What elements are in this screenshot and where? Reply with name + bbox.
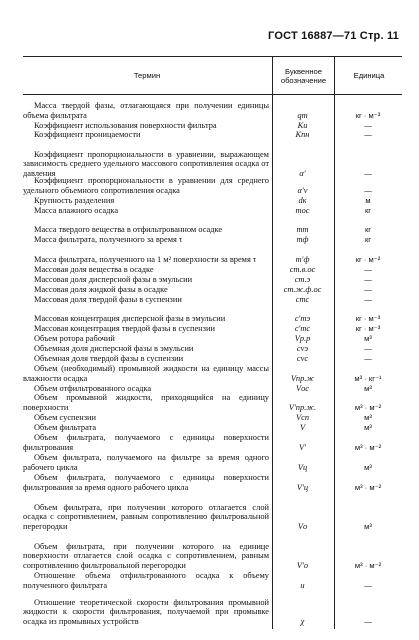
- unit-cell: —: [364, 275, 372, 285]
- term-cell: Объем отфильтрованного осадка: [34, 384, 152, 394]
- term-cell: Массовая концентрация дисперсной фазы в эмульсии: [34, 314, 226, 324]
- unit-cell: кг: [364, 225, 372, 235]
- term-cell: Объем фильтрата, получаемого с единицы поверхности фильтрования за время одного рабочего цикла: [23, 473, 269, 493]
- term-cell: Массовая доля твердой фазы в суспензии: [34, 295, 182, 305]
- term-cell: Отношение теоретической скорости фильтрования промывной жидкости к скорости фильтрования, получаемой при промывке осадка из промывных устройств: [23, 597, 269, 627]
- symbol-cell: mос: [295, 206, 310, 216]
- term-cell: Объемная доля дисперсной фазы в эмульсии: [34, 344, 194, 354]
- term-cell: Объем фильтрата, при получении которого отлагается слой осадка с сопротивлением, равным сопротивлению фильтровальной перегородки: [23, 502, 269, 532]
- symbol-cell: V′: [299, 443, 306, 453]
- symbol-cell: cvc: [296, 354, 309, 364]
- symbol-cell: c′mэ: [294, 314, 311, 324]
- term-cell: Объем промывной жидкости, приходящийся на единицу поверхности: [23, 393, 269, 413]
- table-header: [23, 57, 402, 95]
- symbol-cell: χ: [300, 617, 305, 627]
- column-header-unit: Единица: [334, 57, 403, 94]
- unit-cell: кг · м⁻³: [355, 314, 381, 324]
- term-cell: Объем фильтрата, при получении которого на единице поверхности отлагается слой осадка с сопротивлением, равным сопротивлению фильтровальной перегородки: [23, 541, 269, 571]
- unit-cell: м³ · м⁻²: [354, 561, 382, 571]
- term-cell: Коэффициент проницаемости: [34, 130, 141, 140]
- term-cell: Масса фильтрата, полученного за время τ: [34, 235, 183, 245]
- term-cell: Массовая доля жидкой фазы в осадке: [34, 285, 168, 295]
- term-cell: Отношение объема отфильтрованного осадка к объему полученного фильтрата: [23, 571, 269, 591]
- symbol-cell: qт: [297, 111, 308, 121]
- term-cell: Объем ротора рабочий: [34, 334, 115, 344]
- unit-cell: —: [364, 295, 372, 305]
- unit-cell: м³: [364, 423, 372, 433]
- term-cell: Массовая концентрация твердой фазы в суспензии: [34, 324, 215, 334]
- unit-cell: м³: [364, 463, 372, 473]
- table-row: [23, 95, 402, 627]
- unit-cell: кг · м⁻²: [355, 255, 381, 265]
- unit-cell: м³: [364, 334, 372, 344]
- table-body: [23, 95, 402, 629]
- page-header: ГОСТ 16887—71 Стр. 11: [268, 30, 399, 42]
- symbol-cell: V: [299, 423, 306, 433]
- symbol-cell: cm.э: [294, 275, 311, 285]
- term-cell: Коэффициент пропорциональности в уравнении для среднего удельного объемного сопротивления осадка: [23, 176, 269, 196]
- terms-table: [23, 56, 402, 629]
- symbol-cell: u: [300, 581, 305, 591]
- unit-cell: —: [364, 617, 372, 627]
- symbol-cell: Vц: [297, 463, 308, 473]
- symbol-cell: mф: [296, 235, 309, 245]
- term-cell: Масса твердой фазы, отлагающаяся при получении единицы объема фильтрата: [23, 101, 269, 121]
- term-cell: Масса твердого вещества в отфильтрованном осадке: [34, 225, 223, 235]
- symbol-cell: mт: [296, 225, 309, 235]
- unit-cell: м³: [364, 413, 372, 423]
- term-cell: Коэффициент пропорциональности в уравнении, выражающем зависимость среднего удельного массового сопротивления осадка от давления: [23, 149, 269, 179]
- unit-cell: кг: [364, 235, 372, 245]
- symbol-cell: cmc: [295, 295, 310, 305]
- symbol-cell: Kпн: [295, 130, 310, 140]
- unit-cell: —: [364, 130, 372, 140]
- term-cell: Объем (необходимый) промывной жидкости на единицу массы влажности осадка: [23, 364, 269, 384]
- symbol-cell: cm.в.ос: [289, 265, 316, 275]
- unit-cell: —: [364, 169, 372, 179]
- symbol-cell: cm.ж.ф.ос: [283, 285, 322, 295]
- unit-cell: кг · м⁻³: [355, 111, 381, 121]
- unit-cell: м³: [364, 384, 372, 394]
- unit-cell: м³ · м⁻²: [354, 403, 382, 413]
- symbol-cell: Vпр.ж: [290, 374, 315, 384]
- term-cell: Масса фильтрата, полученного на 1 м² поверхности за время τ: [34, 255, 257, 265]
- symbol-cell: V′ц: [296, 483, 309, 493]
- symbol-cell: Vо: [297, 522, 308, 532]
- term-cell: Объемная доля твердой фазы в суспензии: [34, 354, 184, 364]
- symbol-cell: V′о: [296, 561, 309, 571]
- symbol-cell: m′ф: [295, 255, 310, 265]
- symbol-cell: Vр.р: [294, 334, 311, 344]
- unit-cell: кг: [364, 206, 372, 216]
- column-header-symbol: Буквенное обозначение: [272, 57, 334, 94]
- term-cell: Массовая доля вещества в осадке: [34, 265, 154, 275]
- column-header-term: Термин: [133, 71, 161, 80]
- symbol-cell: V′пр.ж.: [288, 403, 317, 413]
- unit-cell: м³: [364, 522, 372, 532]
- unit-cell: —: [364, 265, 372, 275]
- term-cell: Масса влажного осадка: [34, 206, 119, 216]
- unit-cell: —: [364, 354, 372, 364]
- symbol-cell: α′v: [297, 186, 308, 196]
- unit-cell: —: [364, 581, 372, 591]
- term-cell: Объем фильтрата, получаемого на фильтре за время одного рабочего цикла: [23, 453, 269, 473]
- term-cell: Объем суспензии: [34, 413, 97, 423]
- unit-cell: —: [364, 121, 372, 131]
- symbol-cell: dк: [298, 196, 307, 206]
- unit-cell: —: [364, 285, 372, 295]
- unit-cell: м³ · кг⁻¹: [354, 374, 382, 384]
- symbol-cell: cvэ: [296, 344, 309, 354]
- unit-cell: м: [365, 196, 371, 206]
- term-cell: Объем фильтрата: [34, 423, 97, 433]
- unit-cell: м³ · м⁻²: [354, 443, 382, 453]
- term-cell: Объем фильтрата, получаемого с единицы поверхности фильтрования: [23, 433, 269, 453]
- term-cell: Коэффициент использования поверхности фильтра: [34, 121, 217, 131]
- unit-cell: кг · м⁻³: [355, 324, 381, 334]
- symbol-cell: c′mc: [294, 324, 311, 334]
- unit-cell: —: [364, 344, 372, 354]
- symbol-cell: α′: [299, 169, 306, 179]
- symbol-cell: Vсп: [295, 413, 310, 423]
- unit-cell: м³ · м⁻²: [354, 483, 382, 493]
- symbol-cell: Kи: [297, 121, 308, 131]
- symbol-cell: Vос: [295, 384, 310, 394]
- term-cell: Массовая доля дисперсной фазы в эмульсии: [34, 275, 193, 285]
- term-cell: Крупность разделения: [34, 196, 115, 206]
- unit-cell: —: [364, 186, 372, 196]
